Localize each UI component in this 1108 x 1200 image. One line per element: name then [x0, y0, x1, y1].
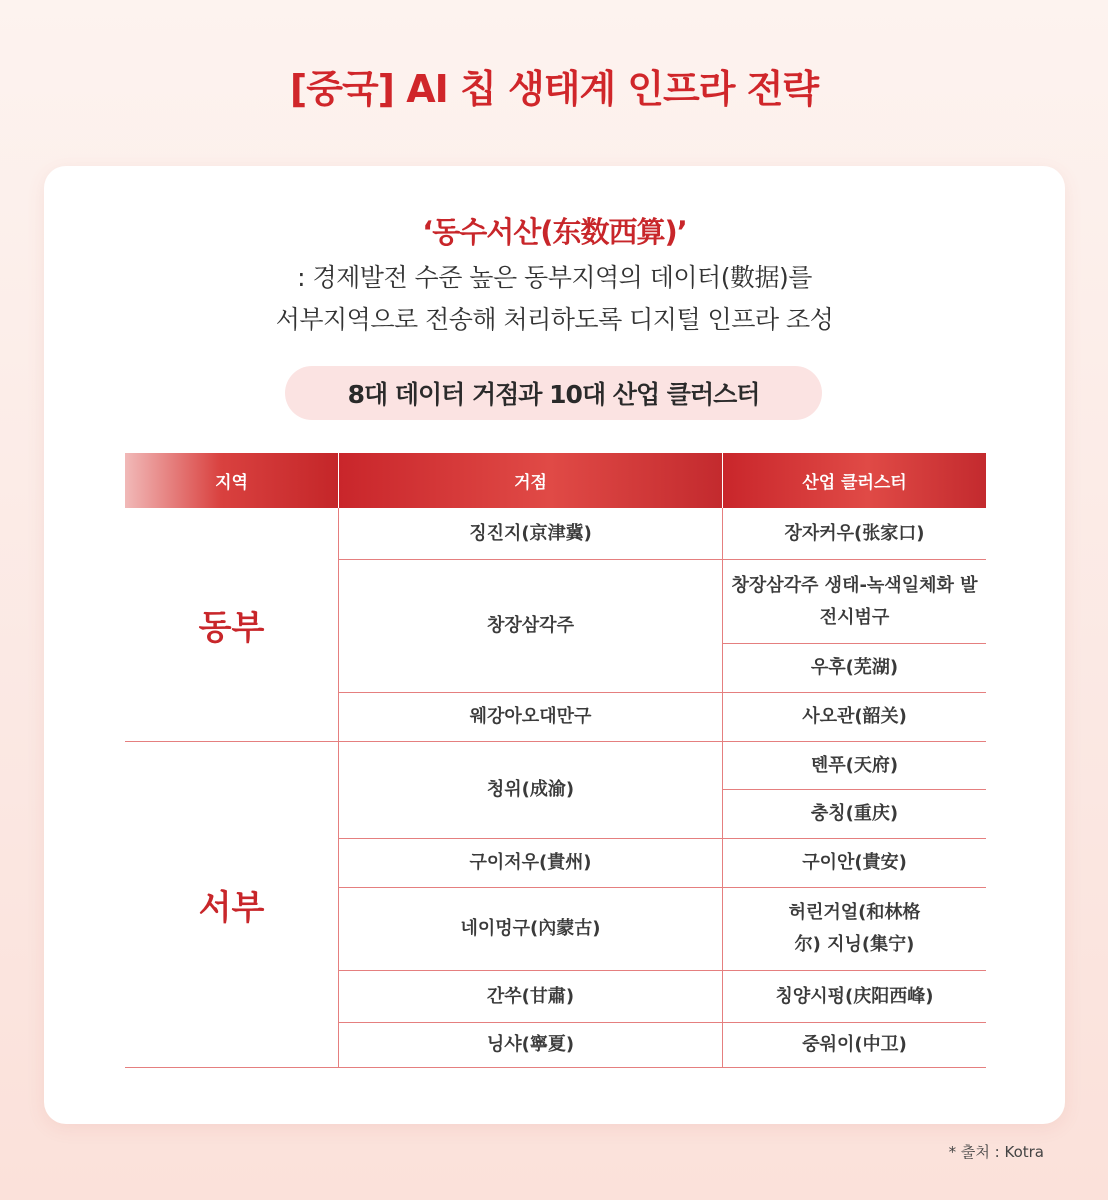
hub-cell: 청위(成渝): [486, 779, 575, 800]
header-cluster: 산업 클러스터: [723, 453, 986, 508]
content-card: [44, 166, 1065, 1124]
cluster-cell: 사오관(韶关): [802, 706, 907, 727]
page-title: [중국] AI 칩 생태계 인프라 전략: [289, 67, 819, 111]
hub-cell: 창장삼각주: [487, 615, 574, 636]
cluster-cell: 우후(芜湖): [810, 657, 899, 678]
section-pill-label: 8대 데이터 거점과 10대 산업 클러스터: [285, 366, 822, 420]
header-hub: 거점: [339, 453, 722, 508]
policy-description-line-2: 서부지역으로 전송해 처리하도록 디지털 인프라 조성: [275, 305, 834, 334]
cluster-cell: 구이안(貴安): [802, 852, 907, 873]
cluster-cell: 중워이(中卫): [802, 1034, 907, 1055]
cluster-cell: 톈푸(天府): [810, 754, 899, 776]
cluster-cell: 허린거얼(和林格尔) 지닝(集宁): [788, 902, 921, 955]
cluster-cell: 장자커우(张家口): [784, 522, 925, 544]
region-west: 서부: [198, 887, 265, 928]
region-east: 동부: [198, 608, 265, 648]
hub-cell: 간쑤(甘肅): [486, 985, 575, 1007]
cluster-cell: 칭양시펑(庆阳西峰): [775, 985, 934, 1007]
source-note: * 출처 : Kotra: [948, 1143, 1044, 1161]
policy-name: ‘동수서산(东数西算)’: [422, 215, 687, 249]
table-bottom-border: [125, 1067, 986, 1068]
hub-cell: 구이저우(貴州): [469, 852, 592, 873]
cluster-cell: 충칭(重庆): [810, 803, 899, 824]
cluster-cell: 창장삼각주 생태-녹색일체화 발전시범구: [731, 574, 978, 628]
hub-cell: 닝샤(寧夏): [486, 1034, 575, 1055]
hub-cell: 징진지(京津冀): [469, 522, 592, 544]
policy-description-line-1: : 경제발전 수준 높은 동부지역의 데이터(數据)를: [297, 263, 812, 292]
hub-cell: 네이멍구(內蒙古): [460, 918, 601, 939]
hub-cell: 웨강아오대만구: [469, 706, 592, 727]
header-region: 지역: [125, 453, 338, 508]
table-header: [125, 453, 986, 508]
